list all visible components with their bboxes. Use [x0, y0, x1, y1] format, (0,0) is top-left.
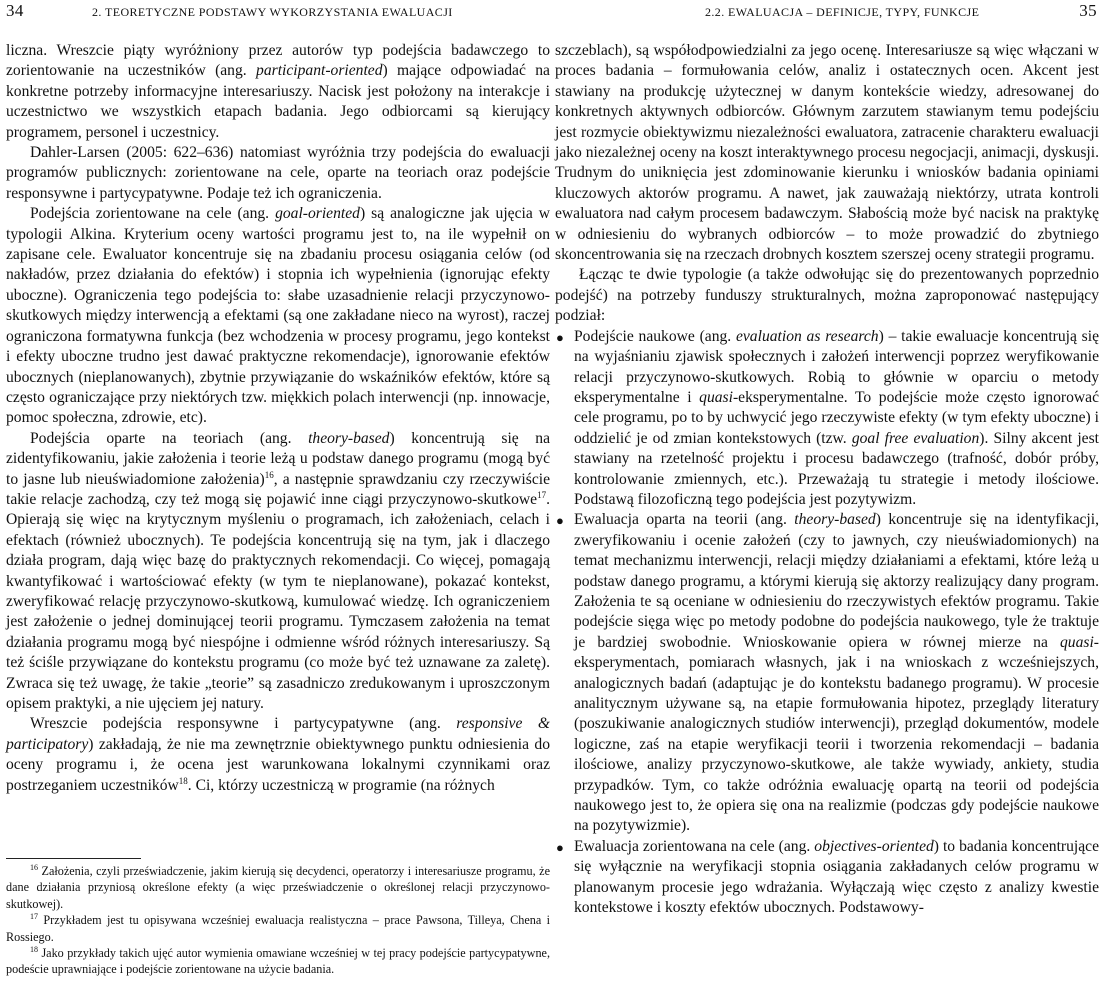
footnote	[6, 863, 550, 912]
footnote-text: Jako przykłady takich ujęć autor wymienia omawiane wcześniej w tej pracy podejście partycypatywne, podeście uprawniające i podejście zorientowane na użycie badania.	[6, 946, 550, 977]
paragraph: Łącząc te dwie typologie (a także odwołując się do prezentowanych poprzednio podejść) na potrzeby funduszy strukturalnych, można zaproponować następujący podział:	[555, 266, 1099, 325]
footnote	[6, 912, 550, 945]
footnote-number: 16	[30, 862, 38, 872]
footnote-number: 17	[30, 912, 38, 922]
left-page	[6, 0, 550, 981]
footnote-text: Przykładem jest tu opisywana wcześniej ewaluacja realistyczna – prace Pawsona, Tilleya, Chena i Rossiego.	[6, 913, 551, 944]
paragraph: Podejścia zorientowane na cele (ang. goal-oriented) są analogiczne jak ujęcia w typologii Alkina. Kryterium oceny wartości programu jest to, na ile wypełnił on zapisane cele. Ewaluator koncentruje się na zbadaniu procesu osiągania celów (od nakładów, przez działania do efektów) i stopnia ich wypełnienia (ignorując efekty uboczne). Ograniczenia tego podejścia to: słabe uzasadnienie relacji przyczynowo-skutkowych między interwencją a efektami (są one zakładane nieco na wyrost), raczej ograniczona formatywna funkcja (bez wchodzenia w procesy programu, jego kontekst i efekty uboczne trudno jest dawać praktyczne rekomendacje), ignorowanie efektów ubocznych (nieplanowanych), zbytnie przywiązanie do wskaźników efektów, które są często ograniczające przy niektórych tzw. miękkich polach interwencji (np. innowacje, pomoc społeczna, zdrowie, etc).	[6, 205, 551, 427]
paragraph: Wreszcie podejścia responsywne i partycypatywne (ang. responsive & participatory) zakładają, że nie ma zewnętrznie obiektywnego punktu odniesienia do oceny programu i, że ocena jest warunkowana lokalnymi czynnikami oraz postrzeganiem uczestników$^{18}$. Ci, którzy uczestniczą w programie (na różnych	[6, 715, 550, 794]
paragraph: szczeblach), są współodpowiedzialni za jego ocenę. Interesariusze są więc włączani w proces badania – formułowania celów, analiz i ostatecznych ocen. Akcent jest stawiany na produkcję użytecznej w danym kontekście wiedzy, adresowanej do konkretnych aktywnych odbiorców. Głównym zarzutem stawianym temu podejściu jest rozmycie obiektywizmu niezależności ewaluatora, zatracenie charakteru ewaluacji jako niezależnej oceny na koszt interaktywnego procesu negocjacji, animacji, dyskusji. Trudnym do uniknięcia jest zdominowanie kierunku i wniosków badania opiniami kluczowych aktorów programu. A nawet, jak zauważają niektórzy, utrata kontroli ewaluatora nad całym procesem badawczym. Słabością może być nacisk na praktykę w odniesieniu do wybranych odbiorców – to może prowadzić do zbytniego skoncentrowania się na rzeczach drobnych kosztem szerszej oceny strategii programu.	[555, 42, 1099, 264]
bullet-icon: ●	[556, 513, 564, 529]
running-head	[6, 2, 550, 24]
bullet-text: Ewaluacja zorientowana na cele (ang. objectives-oriented) to badania koncentrujące się wyłącznie na weryfikacji stopnia osiągania zakładanych celów programu w planowanym procesie jego wdrażania. Wyłączają więc często z analizy kwestie kontekstowe i koszty efektów ubocznych. Podstawowy-	[574, 837, 1100, 917]
bullet-icon: ●	[556, 329, 564, 345]
left-page-body	[6, 41, 550, 796]
footnote	[6, 945, 550, 978]
paragraph: Dahler-Larsen (2005: 622–636) natomiast wyróżnia trzy podejścia do ewaluacji programów publicznych: zorientowane na cele, oparte na teoriach oraz podejście responsywne i partycypatywne. Podaje też ich ograniczenia.	[6, 144, 550, 202]
right-page	[555, 0, 1099, 981]
bullet-item	[555, 327, 1099, 511]
paragraph: Podejścia oparte na teoriach (ang. theory-based) koncentrują się na zidentyfikowaniu, jakie założenia i teorie leżą u podstaw danego programu (mogą być to jasne lub nieuświadomione założenia)$^{16}$, a następnie sprawdzaniu czy rzeczywiście takie relacje zachodzą, czy też mogą się pojawić inne ciągi przyczynowo-skutkowe$^{17}$. Opierają się więc na krytycznym myśleniu o programach, ich założeniach, celach i efektach (również ubocznych). Te podejścia koncentrują się na tym, jak i dlaczego działa program, dają więc bazę do praktycznych rekomendacji. Co więcej, pomagają kwantyfikować i wartościować efekty (w tym te nieplanowane), pokazać kontekst, zweryfikować relację przyczynowo-skutkową, kumulować wiedzę. Ich ograniczeniem jest założenie o jednej dominującej teorii programu. Tymczasem założenia na temat działania programu mogą być niespójne i odmienne wśród różnych interesariuszy. Są też ściśle przywiązane do kontekstu programu (co może być też uznawane za zaletę). Zwraca się też uwagę, że takie „teorie” są zasadniczo zredukowanym i uproszczonym opisem praktyki, a nie ujęciem jej natury.	[6, 429, 550, 712]
footnote-number: 18	[30, 944, 38, 954]
footnote-text: Założenia, czyli przeświadczenie, jakim kierują się decydenci, operatorzy i interesariusze programu, że dane działania przyniosą określone efekty (a więc przeświadczenie o określonej relacji przyczynowo-skutkowej).	[6, 864, 550, 911]
running-head-title: 2. TEORETYCZNE PODSTAWY WYKORZYSTANIA EWALUACJI	[92, 5, 453, 19]
bullet-icon: ●	[556, 839, 564, 855]
paragraph: liczna. Wreszcie piąty wyróżniony przez autorów typ podejścia badawczego to zorientowanie na uczestników (ang. participant-oriented) mające odpowiadać na konkretne potrzeby informacyjne interesariuszy. Nacisk jest położony na interakcje i uczestnictwo we wszystkich etapach badania. Jego odbiorcami są kierujący programem, personel i uczestnicy.	[6, 42, 550, 141]
right-page-body	[555, 41, 1099, 918]
running-head	[555, 2, 1099, 24]
bullet-item	[555, 837, 1099, 919]
bullet-list	[555, 327, 1099, 919]
bullet-item	[555, 510, 1099, 837]
bullet-text: Podejście naukowe (ang. evaluation as research) – takie ewaluacje koncentrują się na wyjaśnianiu zjawisk społecznych i założeń interwencji poprzez weryfikowanie relacji przyczynowo-skutkowych. Robią to głównie w oparciu o metody eksperymentalne i quasi-eksperymentalne. To podejście może często ignorować cele programu, po to by uchwycić jego rzeczywiste efekty (w tym efekty uboczne) i oddzielić je od zmian kontekstowych (tzw. goal free evaluation). Silny akcent jest stawiany na rzetelność projektu i procesu badawczego (trafność, dobór próby, kontrolowanie zmiennych, etc.). Przeważają tu strategie i metody ilościowe. Podstawą filozoficzną tego podejścia jest pozytywizm.	[574, 327, 1100, 508]
footnotes	[6, 863, 550, 978]
page-number: 34	[6, 1, 24, 20]
bullet-text: Ewaluacja oparta na teorii (ang. theory-based) koncentruje się na identyfikacji, zweryfikowaniu i ocenie założeń (czy to jawnych, czy nieuświadomionych) na temat mechanizmu interwencji, relacji między działaniami a efektami, które leżą u podstaw danego programu, a którymi kierują się aktorzy realizujący dany program. Założenia te są oceniane w odniesieniu do rzeczywistych efektów programu. Takie podejście sięga więc po metody podobne do podejścia naukowego, tyle że traktuje je bardziej swobodnie. Wnioskowanie opiera w równej mierze na quasi-eksperymentach, pomiarach własnych, jak i na wnioskach z wcześniejszych, analogicznych badań (adaptując je do kontekstu badanego programu). W procesie analitycznym używane są, na etapie formułowania hipotez, przeglądy literatury (poszukiwanie analogicznych studiów interwencji), przegląd dokumentów, modele logiczne, zaś na etapie weryfikacji teorii i tworzenia rekomendacji – badania ilościowe, analizy przyczynowo-skutkowe, ale także wywiady, ankiety, studia przypadków. Tym, co także odróżnia ewaluację opartą na teorii od podejścia naukowego jest to, że opiera się ona na realizmie (podczas gdy podejście naukowe na pozytywizmie).	[574, 511, 1099, 835]
footnote-separator	[6, 858, 141, 859]
page-number: 35	[1079, 1, 1097, 20]
running-head-title: 2.2. EWALUACJA – DEFINICJE, TYPY, FUNKCJE	[705, 5, 980, 19]
